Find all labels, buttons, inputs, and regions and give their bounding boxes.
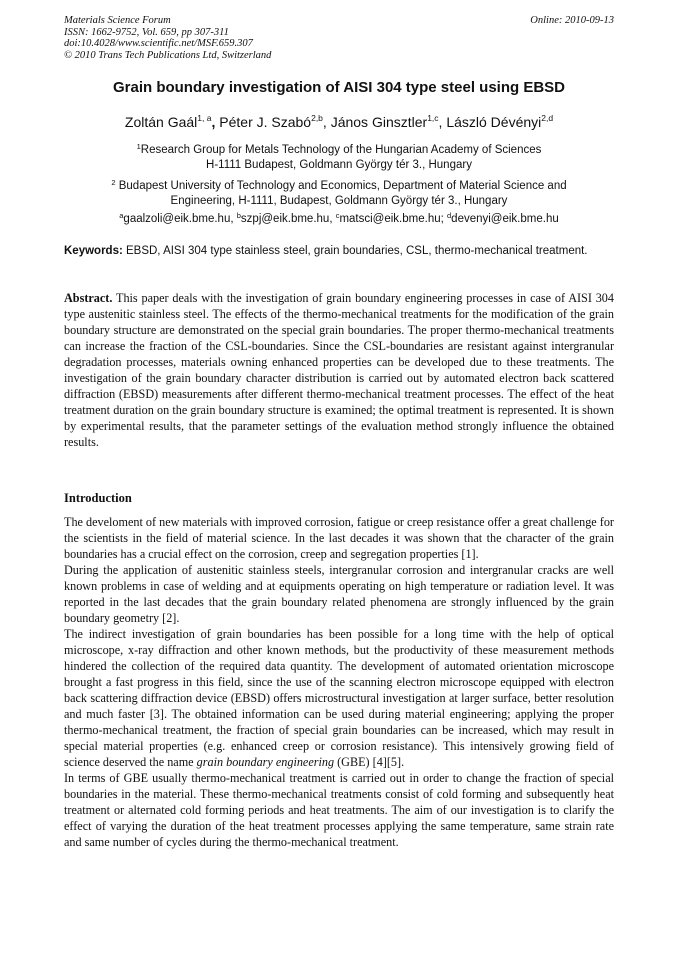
intro-paragraph-2: During the application of austenitic stainless steels, intergranular corrosion and intergranular cracks are well known problems in case of welding and at equipments operating on high temperature or radiation level. It was reported in the last decades that the grain boundary related phenomena are strongly influenced by the grain boundary geometry [2]. [64,563,614,625]
online-date: Online: 2010-09-13 [530,15,614,26]
keywords-text: EBSD, AISI 304 type stainless steel, grain boundaries, CSL, thermo-mechanical treatment. [122,245,588,257]
author-separator: , [211,114,220,130]
author-superscript: 1, a [197,113,212,123]
author-superscript: 1,c [427,113,439,123]
email-address[interactable]: szpj@eik.bme.hu [240,213,330,225]
email-address[interactable]: devenyi@eik.bme.hu [451,213,559,225]
abstract-label: Abstract. [64,291,113,305]
author-name: Péter J. Szabó [219,114,312,130]
affiliation-1-marker: 1 [136,142,141,151]
intro-paragraph-3-text: The indirect investigation of grain boundaries has been possible for a long time with the help of optical microscope, x-ray diffraction and other known methods, but the productivity of these measurement methods hindered the collection of the required data quantity. The development of automated orientation microscope brought a fast progress in this field, since the use of the scanning electron microscope equipped with electron back scattering diffraction device (EBSD) offers microstructural investigation at larger surface, better resolution and much faster [3]. The obtained information can be used during material engineering; applying the proper thermo-mechanical treatment, the fraction of special grain boundaries can be increased, which may result in special material properties (e.g. enhanced creep or corrosion resistance). This intensively growing field of science deserved the name [64,627,614,769]
affiliation-2-line1: Budapest University of Technology and Economics, Department of Material Science and [115,180,567,192]
email-marker: c [335,211,340,220]
email-marker: d [447,211,452,220]
paper-title: Grain boundary investigation of AISI 304 type steel using EBSD [112,79,566,96]
author-separator: , [438,114,447,130]
affiliation-2 [40,175,638,209]
affiliation-1-line1: Research Group for Metals Technology of the Hungarian Academy of Sciences [140,144,542,156]
keywords-label: Keywords: [64,245,123,257]
journal-header [64,15,614,61]
email-separator: ; [440,213,447,225]
intro-paragraph-4: In terms of GBE usually thermo-mechanical treatment is carried out in order to change the fraction of special boundaries in the material. These thermo-mechanical treatments consist of cold forming and subsequently heat treatment or alternated cold forming periods and heat treatments. The aim of our investigation is to clarify the effect of varying the duration of the heat treatment processes applying the same temperature, same strain rate and same number of cycles during the thermo-mechanical treatment. [64,771,614,849]
author-superscript: 2,d [541,113,554,123]
copyright-line: © 2010 Trans Tech Publications Ltd, Switzerland [64,49,272,61]
gbe-term: grain boundary engineering [196,755,335,769]
keywords-section [64,244,614,259]
email-address[interactable]: matsci@eik.bme.hu [339,213,441,225]
email-marker: b [236,211,241,220]
author-superscript: 2,b [311,113,323,123]
email-list [40,208,638,227]
doi-line: doi:10.4028/www.scientific.net/MSF.659.307 [64,38,253,49]
issn-line: ISSN: 1662-9752, Vol. 659, pp 307-311 [64,26,229,38]
intro-paragraph-3 [64,626,614,770]
author-name: Zoltán Gaál [124,114,198,130]
email-address[interactable]: gaalzoli@eik.bme.hu [123,213,231,225]
journal-name: Materials Science Forum [64,15,171,26]
author-list [30,113,648,130]
affiliation-1 [40,139,638,173]
author-separator: , [322,114,331,130]
email-marker: a [119,211,124,220]
author-name: László Dévényi [446,114,542,130]
introduction-heading: Introduction [64,491,132,505]
affiliation-1-line2: H-1111 Budapest, Goldmann György tér 3., Hungary [206,159,472,171]
email-separator: , [230,213,237,225]
abstract-section [64,290,614,450]
intro-paragraph-1: The develoment of new materials with improved corrosion, fatigue or creep resistance offer a great challenge for the scientists in the field of material science. In the last decades it was shown that the character of the grain boundaries has a crucial effect on the corrosion, creep and segregation properties [1]. [64,515,614,561]
affiliation-2-line2: Engineering, H-1111, Budapest, Goldmann György tér 3., Hungary [170,195,508,207]
abstract-text: This paper deals with the investigation of grain boundary engineering processes in case of AISI 304 type austenitic stainless steel. The effects of the thermo-mechanical treatments for the modification of the grain boundary structure are demonstrated on the special grain boundaries. The proper thermo-mechanical treatments can increase the fraction of the CSL-boundaries. Since the CSL-boundaries are resistant against intergranular degradation processes, materials owning enhanced properties can be developed due to these treatments. The investigation of the grain boundary character distribution is carried out by automated electron back scattered diffraction (EBSD) measurements after different thermo-mechanical treatment processes. The effect of the heat treatment duration on the grain boundary structure is examined; the optimal treatment is represented. It is shown by experimental results, that the parameter settings of the evaluation method strongly influence the obtained results. [64,291,614,449]
intro-paragraph-3-tail: (GBE) [4][5]. [334,755,405,769]
introduction-body [64,514,614,850]
email-separator: , [329,213,336,225]
affiliation-2-marker: 2 [111,178,116,187]
author-name: János Ginsztler [330,114,428,130]
